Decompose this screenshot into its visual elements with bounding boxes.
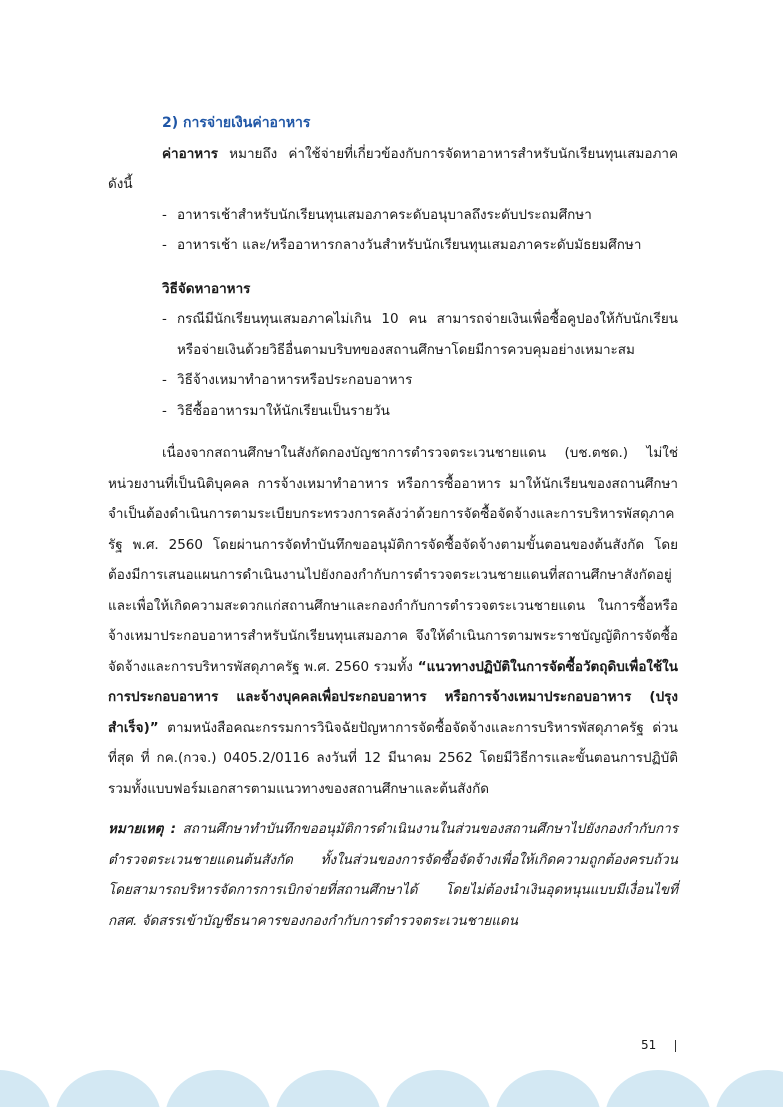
main-paragraph-quote: “แนวทางปฏิบัติในการจัดซื้อวัตถุดิบเพื่อใช้ในการประกอบอาหาร และจ้างบุคคลเพื่อประกอบอาหาร หรือการจ้างเหมาประกอบอาหาร (ปรุงสำเร็จ)” xyxy=(108,658,678,736)
note-paragraph xyxy=(108,814,678,936)
page-number-divider xyxy=(675,1040,676,1052)
method-list xyxy=(108,304,678,426)
wave-bump xyxy=(495,1070,601,1107)
main-paragraph-tail: ตามหนังสือคณะกรรมการวินิจฉัยปัญหาการจัดซื้อจัดจ้างและการบริหารพัสดุภาครัฐ ด่วนที่สุด ที่ กค.(กวจ.) 0405.2/0116 ลงวันที่ 12 มีนาคม 2562 โดยมีวิธีการและขั้นตอนการปฏิบัติ รวมทั้งแบบฟอร์มเอกสารตามแนวทางของสถานศึกษาและต้นสังกัด xyxy=(108,719,678,797)
definition-term: ค่าอาหาร xyxy=(162,145,219,162)
wave-bump xyxy=(275,1070,381,1107)
note-text: สถานศึกษาทำบันทึกขออนุมัติการดำเนินงานในส่วนของสถานศึกษาไปยังกองกำกับการตำรวจตระเวนชายแดนต้นสังกัด ทั้งในส่วนของการจัดซื้อจัดจ้างเพื่อให้เกิดความถูกต้องครบถ้วน โดยสามารถบริหารจัดการการเบิกจ่ายที่สถานศึกษาได้ โดยไม่ต้องนำเงินอุดหนุนแบบมีเงื่อนไขที่ กสศ. จัดสรรเข้าบัญชีธนาคารของกองกำกับการตำรวจตระเวนชายแดน xyxy=(108,821,678,929)
wave-bump xyxy=(55,1070,161,1107)
list-item: - กรณีมีนักเรียนทุนเสมอภาคไม่เกิน 10 คน สามารถจ่ายเงินเพื่อซื้อคูปองให้กับนักเรียน หรือจ่ายเงินด้วยวิธีอื่นตามบริบทของสถานศึกษาโดยมีการควบคุมอย่างเหมาะสม xyxy=(162,304,678,365)
wave-bump xyxy=(605,1070,711,1107)
main-paragraph xyxy=(108,438,678,804)
list-item: - อาหารเช้าสำหรับนักเรียนทุนเสมอภาคระดับอนุบาลถึงระดับประถมศึกษา xyxy=(162,200,678,231)
definition-text: หมายถึง ค่าใช้จ่ายที่เกี่ยวข้องกับการจัดหาอาหารสำหรับนักเรียนทุนเสมอภาค ดังนี้ xyxy=(108,145,678,192)
wave-bump xyxy=(715,1070,783,1107)
spacer xyxy=(108,426,678,438)
footer-wave-decoration xyxy=(0,1066,783,1107)
list-item: - วิธีซื้ออาหารมาให้นักเรียนเป็นรายวัน xyxy=(162,396,678,427)
method-heading: วิธีจัดหาอาหาร xyxy=(162,280,251,297)
list-item: - วิธีจ้างเหมาทำอาหารหรือประกอบอาหาร xyxy=(162,365,678,396)
note-label: หมายเหตุ : xyxy=(108,821,176,837)
section-heading: 2) การจ่ายเงินค่าอาหาร xyxy=(162,115,311,131)
definition-list xyxy=(108,200,678,261)
wave-bump xyxy=(0,1070,51,1107)
main-paragraph-text: เนื่องจากสถานศึกษาในสังกัดกองบัญชาการตำรวจตระเวนชายแดน (บช.ตชด.) ไม่ใช่หน่วยงานที่เป็นนิติบุคคล การจ้างเหมาทำอาหาร หรือการซื้ออาหาร มาให้นักเรียนของสถานศึกษา จำเป็นต้องดำเนินการตามระเบียบกระทรวงการคลังว่าด้วยการจัดซื้อจัดจ้างและการบริหารพัสดุภาครัฐ พ.ศ. 2560 โดยผ่านการจัดทำบันทึกขออนุมัติการจัดซื้อจัดจ้างตามขั้นตอนของต้นสังกัด โดยต้องมีการเสนอแผนการดำเนินงานไปยังกองกำกับการตำรวจตระเวนชายแดนที่สถานศึกษาสังกัดอยู่ และเพื่อให้เกิดความสะดวกแก่สถานศึกษาและกองกำกับการตำรวจตระเวนชายแดน ในการซื้อหรือจ้างเหมาประกอบอาหารสำหรับนักเรียนทุนเสมอภาค จึงให้ดำเนินการตามพระราชบัญญัติการจัดซื้อจัดจ้างและการบริหารพัสดุภาครัฐ พ.ศ. 2560 รวมทั้ง xyxy=(108,445,678,675)
page-content xyxy=(108,108,678,950)
list-item: - อาหารเช้า และ/หรืออาหารกลางวันสำหรับนักเรียนทุนเสมอภาคระดับมัธยมศึกษา xyxy=(162,230,678,261)
wave-bump xyxy=(385,1070,491,1107)
definition-paragraph xyxy=(108,139,678,200)
page-number: 51 xyxy=(641,1038,657,1052)
wave-bump xyxy=(165,1070,271,1107)
